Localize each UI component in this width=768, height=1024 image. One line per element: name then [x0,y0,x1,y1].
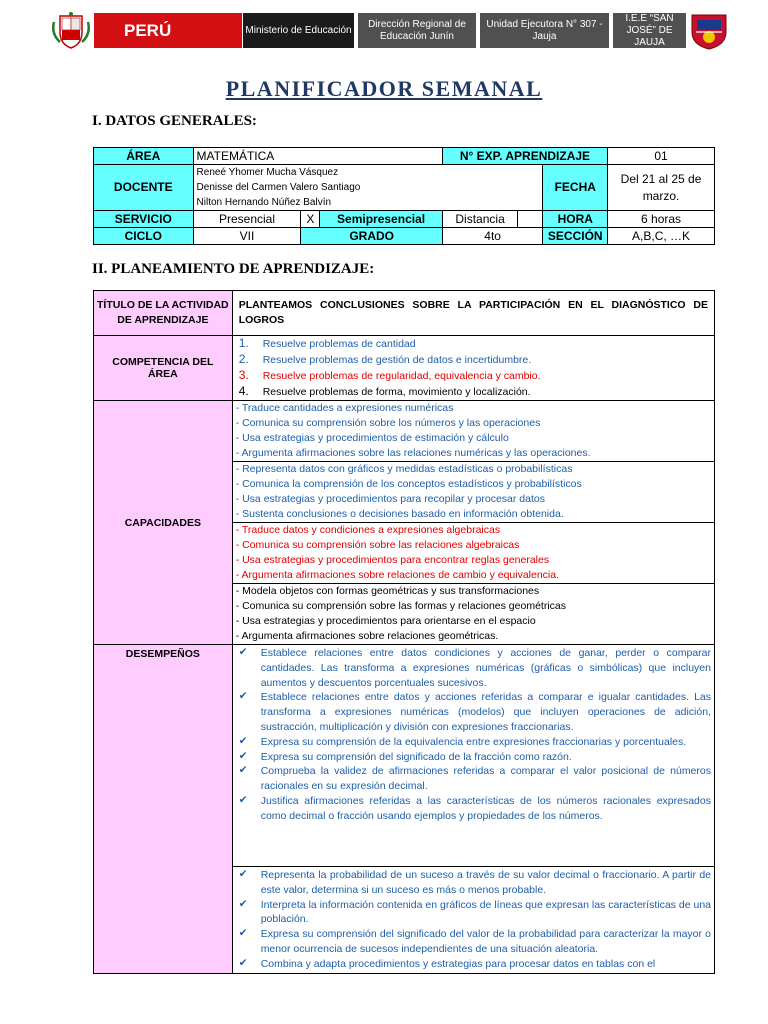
planning-table [93,290,715,974]
competencia-item [239,352,711,368]
competencias-list [232,336,714,401]
competencia-number: 3. [238,368,249,382]
competencia-number: 1. [238,336,249,350]
desempeno-text: Justifica afirmaciones referidas a las características de los números racionales expresados como decimal o fracción usando ejemplos y propiedades de los números. [260,794,711,822]
docente-label: DOCENTE [94,165,194,211]
checkmark-icon: ✔ [238,897,248,910]
desempeno-text: Expresa su comprensión del significado de la fracción como razón. [260,750,572,763]
school-box [613,13,686,48]
unidad-box [480,13,609,48]
presencial-mark: X [301,211,320,228]
capacidades-group [232,401,714,462]
desempeno-item [236,898,711,928]
desempeno-text: Establece relaciones entre datos y acciones referidas a comparar e igualar cantidades. Las transforma a expresiones numéricas (modelos) que incluyen operaciones de adición, sustracción, multiplicación y división con expresiones fraccionarias. [260,691,711,733]
ministry-box [243,13,354,48]
desempeno-item [236,764,711,794]
capacidad-item: - Comunica su comprensión sobre los números y las operaciones [235,417,541,429]
desempeno-item [236,646,711,690]
desempeno-text: Expresa su comprensión de la equivalencia entre expresiones fraccionarias y porcentuales. [260,735,687,748]
seccion-label: SECCIÓN [543,228,608,245]
competencia-item [239,384,711,400]
capacidad-item: - Comunica su comprensión sobre las formas y relaciones geométricas [235,600,566,612]
desempeno-text: Establece relaciones entre datos condiciones y acciones de ganar, perder o comparar cantidades. Las transforma a expresiones numéricas (gráficas o simbólicas) que incluyen aumentos y descuentos porcentuales sucesivos. [260,647,711,689]
general-data-table [93,147,715,245]
capacidad-item: - Modela objetos con formas geométricas y sus transformaciones [235,585,540,597]
distancia-mark [518,211,543,228]
desempeno-item [236,750,711,765]
desempeno-item [236,957,711,972]
semipresencial-option: Semipresencial [320,211,443,228]
grado-label: GRADO [301,228,442,245]
checkmark-icon: ✔ [238,956,248,969]
section-datos-generales: I. DATOS GENERALES: [92,113,257,129]
regional-box [358,13,476,48]
desempeno-item [236,927,711,957]
checkmark-icon: ✔ [238,793,248,806]
desempeno-text: Representa la probabilidad de un suceso a través de su valor decimal o fraccionario. A partir de este valor, determina si un suceso es más o menos probable. [260,869,711,896]
exp-value: 01 [608,148,715,165]
exp-label: N° EXP. APRENDIZAJE [442,148,607,165]
area-label: ÁREA [94,148,194,165]
competencia-text: Resuelve problemas de regularidad, equivalencia y cambio. [262,370,541,382]
desempeno-text: Interpreta la información contenida en gráficos de líneas que expresan las características de una población. [260,898,711,926]
capacidad-item: - Comunica su comprensión sobre las relaciones algebraicas [235,539,520,551]
competencia-number: 4. [238,384,249,398]
capacidad-item: - Traduce cantidades a expresiones numéricas [235,402,454,414]
hora-value: 6 horas [608,211,715,228]
desempeno-item [236,735,711,750]
desempenos-group [232,867,714,974]
docentes-list [193,165,543,211]
competencia-text: Resuelve problemas de cantidad [262,338,416,350]
fecha-label: FECHA [543,165,608,211]
capacidades-group [232,523,714,584]
checkmark-icon: ✔ [238,868,248,880]
competencia-text: Resuelve problemas de forma, movimiento y localización. [262,386,531,398]
checkmark-icon: ✔ [238,927,248,940]
desempeno-text: Expresa su comprensión del significado del valor de la probabilidad para caracterizar la mayor o menor ocurrencia de sucesos independientes de una situación aleatoria. [260,928,711,955]
competencia-label: COMPETENCIA DEL ÁREA [94,336,233,401]
capacidades-group [232,462,714,523]
capacidad-item: - Comunica la comprensión de los conceptos estadísticos y probabilísticos [235,478,582,490]
capacidad-item: - Sustenta conclusiones o decisiones basado en información obtenida. [235,508,564,520]
school-crest-icon [688,12,730,50]
desempenos-group [232,645,714,867]
titulo-label: TÍTULO DE LA ACTIVIDAD DE APRENDIZAJE [94,291,233,336]
capacidad-item: - Usa estrategias y procedimientos para recopilar y procesar datos [235,493,545,505]
checkmark-icon: ✔ [238,749,248,762]
peru-banner [94,13,242,48]
capacidad-item: - Usa estrategias y procedimientos para encontrar reglas generales [235,554,550,566]
capacidad-item: - Argumenta afirmaciones sobre las relaciones numéricas y las operaciones. [235,447,591,459]
desempeno-item [236,690,711,734]
school-label: I.E.E “SAN JOSÉ” DE JAUJA [625,12,674,48]
header-bar [50,12,730,50]
titulo-value: PLANTEAMOS CONCLUSIONES SOBRE LA PARTICIPACIÓN EN EL DIAGNÓSTICO DE LOGROS [232,291,714,336]
desempenos-label: DESEMPEÑOS [94,645,233,974]
capacidad-item: - Argumenta afirmaciones sobre relaciones de cambio y equivalencia. [235,569,560,581]
peru-coat-of-arms-icon [50,12,92,50]
capacidad-item: - Representa datos con gráficos y medidas estadísticas o probabilísticas [235,463,573,475]
docente-name: Denisse del Carmen Valero Santiago [196,182,361,193]
checkmark-icon: ✔ [238,764,248,777]
capacidad-item: - Usa estrategias y procedimientos de estimación y cálculo [235,432,509,444]
ciclo-label: CICLO [94,228,194,245]
area-value: MATEMÁTICA [193,148,442,165]
desempeno-item [236,868,711,898]
peru-label: PERÚ [124,20,172,40]
fecha-value: Del 21 al 25 de marzo. [608,165,715,211]
docente-name: Reneé Yhomer Mucha Vásquez [196,167,339,178]
capacidad-item: - Usa estrategias y procedimientos para orientarse en el espacio [235,615,536,627]
capacidades-group [232,584,714,645]
regional-label: Dirección Regional de Educación Junín [368,18,466,42]
seccion-value: A,B,C, …K [608,228,715,245]
page-title: PLANIFICADOR SEMANAL [225,76,543,101]
presencial-option: Presencial [193,211,301,228]
competencia-item [239,336,711,352]
competencia-item [239,368,711,384]
distancia-option: Distancia [442,211,517,228]
desempeno-text: Combina y adapta procedimientos y estrategias para procesar datos en tablas con el [260,957,656,970]
capacidad-item: - Traduce datos y condiciones a expresiones algebraicas [235,524,501,536]
competencia-number: 2. [238,352,249,366]
checkmark-icon: ✔ [238,734,248,747]
checkmark-icon: ✔ [238,646,248,658]
checkmark-icon: ✔ [238,690,248,703]
docente-name: Nilton Hernando Núñez Balvín [196,197,332,208]
competencia-text: Resuelve problemas de gestión de datos e incertidumbre. [262,354,532,366]
section-planeamiento: II. PLANEAMIENTO DE APRENDIZAJE: [92,261,375,277]
capacidad-item: - Argumenta afirmaciones sobre relaciones geométricas. [235,630,499,642]
unidad-label: Unidad Ejecutora N° 307 - Jauja [486,18,603,42]
grado-value: 4to [442,228,543,245]
desempeno-text: Comprueba la validez de afirmaciones referidas a comparar el valor posicional de números racionales en su expresión decimal. [260,765,711,793]
hora-label: HORA [543,211,608,228]
ministry-label: Ministerio de Educación [245,24,352,36]
capacidades-label: CAPACIDADES [94,401,233,645]
servicio-label: SERVICIO [94,211,194,228]
ciclo-value: VII [193,228,301,245]
desempeno-item [236,794,711,824]
